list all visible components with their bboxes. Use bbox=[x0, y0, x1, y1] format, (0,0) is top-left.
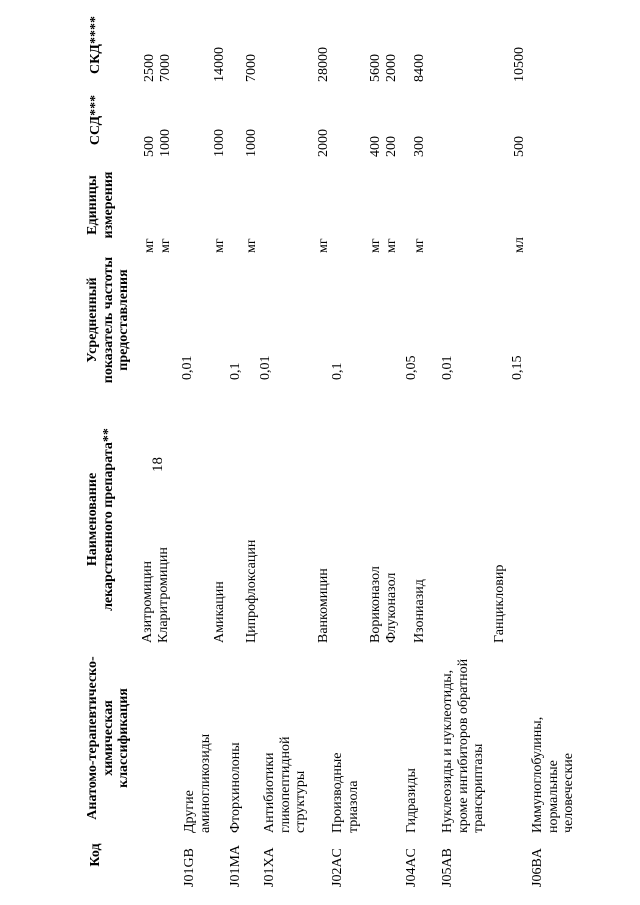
ssd-value: 200 bbox=[383, 136, 399, 157]
ssd-value: 500 bbox=[142, 136, 157, 157]
row-freq: 0,01 bbox=[258, 355, 273, 380]
row-code: J01XA bbox=[262, 847, 277, 887]
row-atc: Антибиотики гликопептидной структуры bbox=[262, 736, 309, 833]
unit: мг bbox=[316, 238, 331, 253]
header-code: Код bbox=[88, 843, 103, 867]
row-code: J04AC bbox=[404, 848, 419, 887]
drug-name: Кларитромицин bbox=[155, 547, 171, 643]
unit: мг bbox=[412, 238, 427, 253]
header-ssd: ССД*** bbox=[88, 94, 103, 146]
row-freq: 0,1 bbox=[228, 362, 243, 380]
row-atc: Производные триазола bbox=[330, 752, 361, 833]
skd-value: 2000 bbox=[383, 54, 399, 82]
header-atc: Анатомо-терапевтическо-химическая классификация bbox=[85, 656, 132, 820]
header-skd: СКД**** bbox=[88, 16, 103, 74]
unit: мг bbox=[368, 238, 383, 253]
skd-value: 8400 bbox=[412, 54, 427, 82]
ssd-value: 1000 bbox=[157, 129, 173, 157]
drug-name: Флуконазол bbox=[383, 572, 399, 643]
drug-name: Ванкомицин bbox=[316, 568, 331, 643]
row-freq: 0,15 bbox=[510, 355, 525, 380]
skd-value: 10500 bbox=[512, 47, 527, 82]
skd-value: 5600 bbox=[368, 54, 383, 82]
row-units bbox=[368, 238, 399, 253]
skd-value: 7000 bbox=[157, 54, 173, 82]
skd-value: 7000 bbox=[244, 54, 259, 82]
unit: мл bbox=[512, 237, 527, 253]
row-skd bbox=[368, 54, 399, 82]
skd-value: 14000 bbox=[212, 47, 227, 82]
ssd-value: 1000 bbox=[244, 129, 259, 157]
unit: мг bbox=[142, 238, 157, 253]
ssd-value: 300 bbox=[412, 136, 427, 157]
ssd-value: 1000 bbox=[212, 129, 227, 157]
drug-name: Изониазид bbox=[412, 579, 427, 643]
drug-name: Ганцикловир bbox=[492, 564, 507, 643]
ssd-value: 2000 bbox=[316, 129, 331, 157]
row-atc: Нуклеозиды и нуклеотиды, кроме ингибиторов обратной транскриптазы bbox=[440, 658, 487, 833]
row-freq: 0,01 bbox=[440, 355, 455, 380]
row-atc: Другие аминогликозиды bbox=[182, 733, 213, 833]
row-drugs bbox=[140, 547, 171, 643]
skd-value: 2500 bbox=[142, 54, 157, 82]
row-code: J01MA bbox=[228, 844, 243, 887]
row-ssd bbox=[368, 136, 399, 157]
drug-name: Азитромицин bbox=[140, 561, 155, 643]
row-code: J02AC bbox=[330, 848, 345, 887]
header-freq: Усредненный показатель частоты предоставления bbox=[85, 256, 132, 384]
row-code: J01GB bbox=[182, 848, 197, 887]
row-ssd bbox=[142, 129, 173, 157]
unit: мг bbox=[212, 238, 227, 253]
unit: мг bbox=[244, 238, 259, 253]
drug-name: Ципрофлоксацин bbox=[244, 539, 259, 643]
row-code: J05AB bbox=[440, 848, 455, 887]
row-atc: Иммуноглобулины, нормальные человеческие bbox=[530, 716, 577, 833]
ssd-value: 400 bbox=[368, 136, 383, 157]
row-atc: Фторхинолоны bbox=[228, 742, 243, 833]
drug-name: Вориконазол bbox=[368, 566, 383, 643]
row-atc: Гидразиды bbox=[404, 768, 419, 833]
row-drugs bbox=[368, 566, 399, 643]
ssd-value: 500 bbox=[512, 136, 527, 157]
row-code: J06BA bbox=[530, 848, 545, 887]
unit: мг bbox=[157, 238, 173, 253]
unit: мг bbox=[383, 238, 399, 253]
row-freq: 0,05 bbox=[404, 355, 419, 380]
skd-value: 28000 bbox=[316, 47, 331, 82]
row-units bbox=[142, 238, 173, 253]
header-drug: Наименование лекарственного препарата** bbox=[85, 428, 116, 611]
page-number: 18 bbox=[150, 457, 166, 472]
drug-name: Амикацин bbox=[212, 581, 227, 643]
row-freq: 0,1 bbox=[330, 362, 345, 380]
row-freq: 0,01 bbox=[180, 355, 195, 380]
row-skd bbox=[142, 54, 173, 82]
header-unit: Единицы измерения bbox=[85, 171, 116, 239]
